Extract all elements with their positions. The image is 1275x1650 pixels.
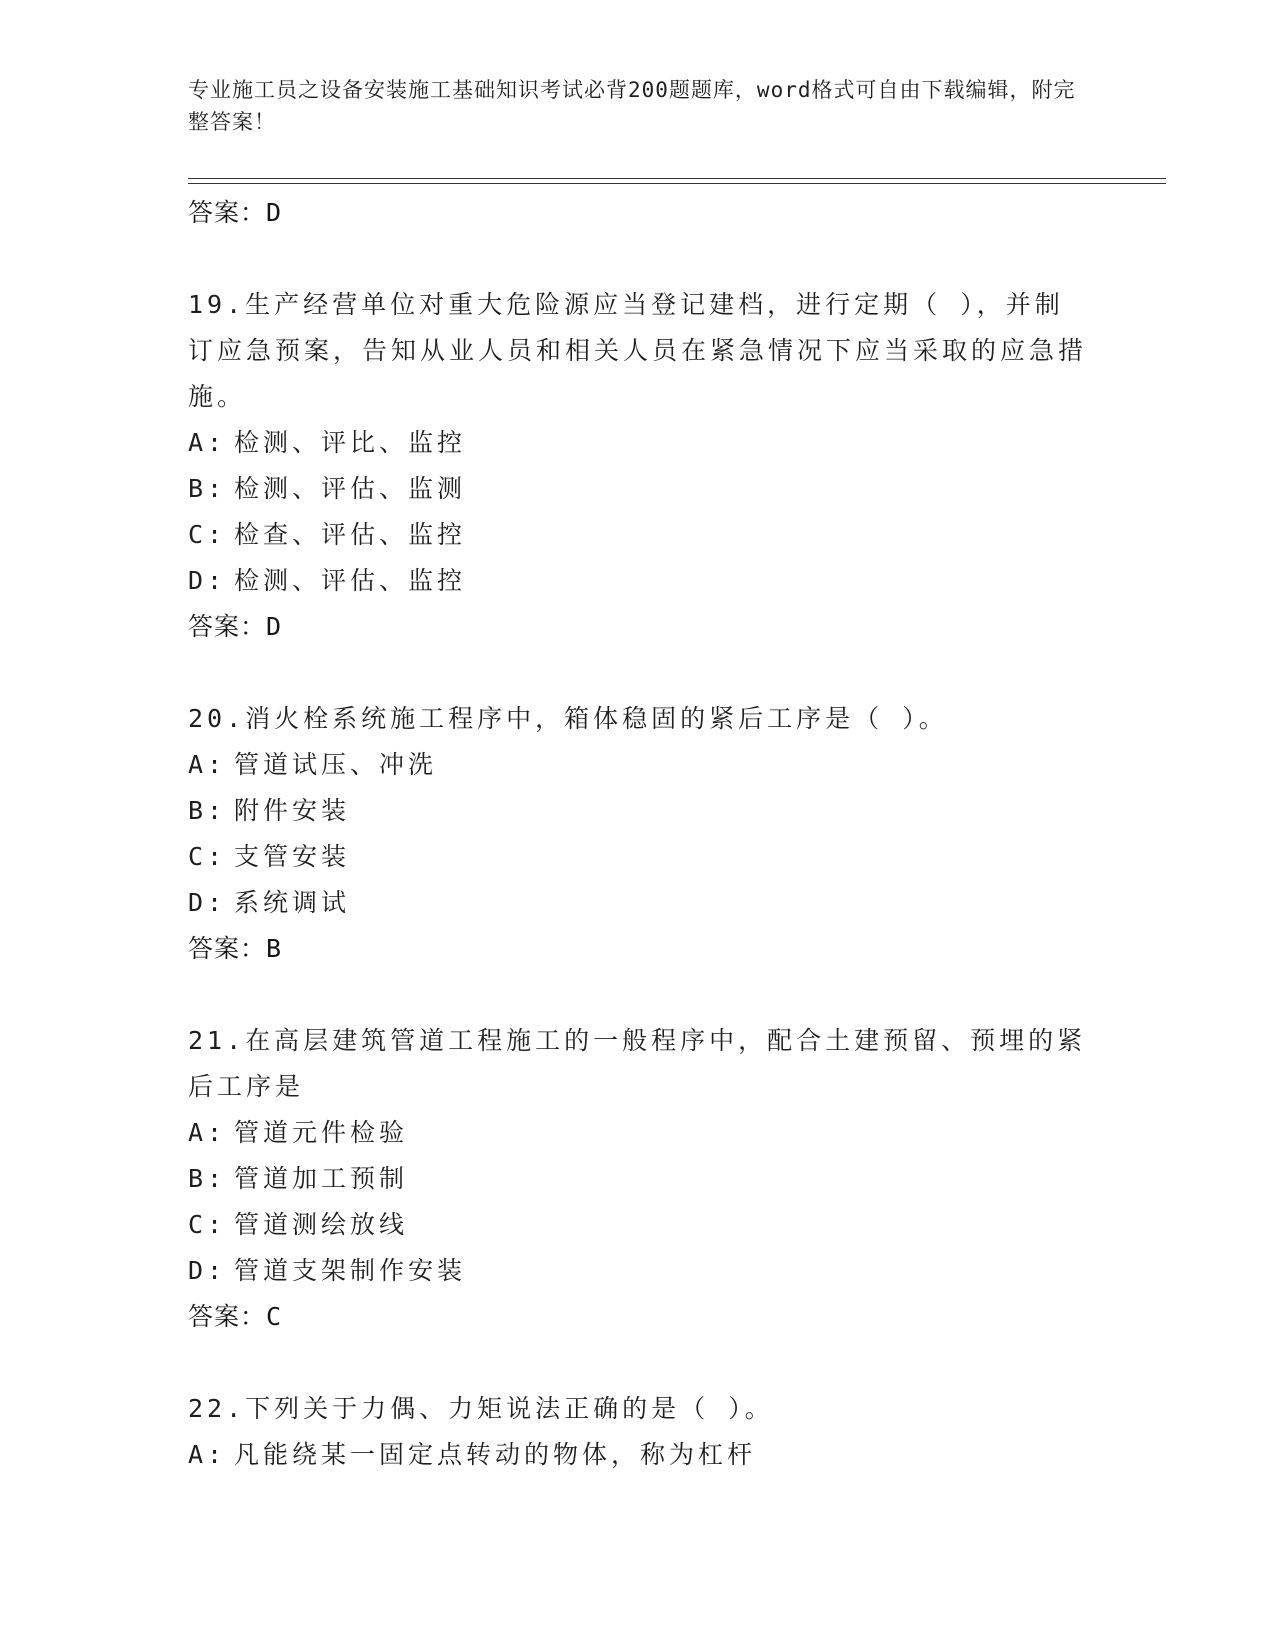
option-letter: A: xyxy=(188,1118,227,1147)
option-item xyxy=(188,1202,1088,1248)
option-text: 系统调试 xyxy=(234,888,351,917)
question-stem: 22.下列关于力偶、力矩说法正确的是（ ）。 xyxy=(188,1394,774,1423)
option-text: 支管安装 xyxy=(234,842,351,871)
option-text: 管道加工预制 xyxy=(234,1164,409,1193)
option-item xyxy=(188,880,1088,926)
option-letter: C: xyxy=(188,1210,227,1239)
option-item xyxy=(188,742,1088,788)
header-divider xyxy=(188,178,1166,179)
option-text: 检测、评估、监测 xyxy=(234,474,467,503)
option-text: 检测、评比、监控 xyxy=(234,428,467,457)
document-body xyxy=(188,190,1088,1478)
option-text: 凡能绕某一固定点转动的物体，称为杠杆 xyxy=(234,1440,757,1469)
option-letter: C: xyxy=(188,520,227,549)
header-divider xyxy=(188,183,1166,184)
option-item xyxy=(188,1248,1088,1294)
option-item xyxy=(188,1432,1088,1478)
option-text: 管道元件检验 xyxy=(234,1118,409,1147)
option-letter: B: xyxy=(188,796,227,825)
option-letter: D: xyxy=(188,1256,227,1285)
option-letter: C: xyxy=(188,842,227,871)
answer-line: 答案：B xyxy=(188,934,283,963)
question-stem: 21.在高层建筑管道工程施工的一般程序中，配合土建预留、预埋的紧后工序是 xyxy=(188,1026,1087,1101)
option-letter: A: xyxy=(188,428,227,457)
option-item xyxy=(188,1110,1088,1156)
answer-line: 答案：D xyxy=(188,612,283,641)
document-header: 专业施工员之设备安装施工基础知识考试必背200题题库，word格式可自由下载编辑，附完整答案！ xyxy=(188,78,1076,134)
option-item xyxy=(188,788,1088,834)
option-item xyxy=(188,1156,1088,1202)
option-item xyxy=(188,420,1088,466)
option-text: 检查、评估、监控 xyxy=(234,520,467,549)
answer-line: 答案：C xyxy=(188,1302,283,1331)
answer-line: 答案：D xyxy=(188,198,283,227)
option-letter: D: xyxy=(188,566,227,595)
option-text: 检测、评估、监控 xyxy=(234,566,467,595)
option-letter: A: xyxy=(188,750,227,779)
question-stem: 20.消火栓系统施工程序中，箱体稳固的紧后工序是（ ）。 xyxy=(188,704,948,733)
option-text: 管道测绘放线 xyxy=(234,1210,409,1239)
option-letter: A: xyxy=(188,1440,227,1469)
option-item xyxy=(188,466,1088,512)
question-stem: 19.生产经营单位对重大危险源应当登记建档，进行定期（ ），并制订应急预案，告知从业人员和相关人员在紧急情况下应当采取的应急措施。 xyxy=(188,290,1088,411)
option-item xyxy=(188,834,1088,880)
option-letter: D: xyxy=(188,888,227,917)
option-text: 管道试压、冲洗 xyxy=(234,750,438,779)
option-item xyxy=(188,512,1088,558)
option-text: 管道支架制作安装 xyxy=(234,1256,467,1285)
option-letter: B: xyxy=(188,474,227,503)
option-letter: B: xyxy=(188,1164,227,1193)
option-text: 附件安装 xyxy=(234,796,351,825)
option-item xyxy=(188,558,1088,604)
